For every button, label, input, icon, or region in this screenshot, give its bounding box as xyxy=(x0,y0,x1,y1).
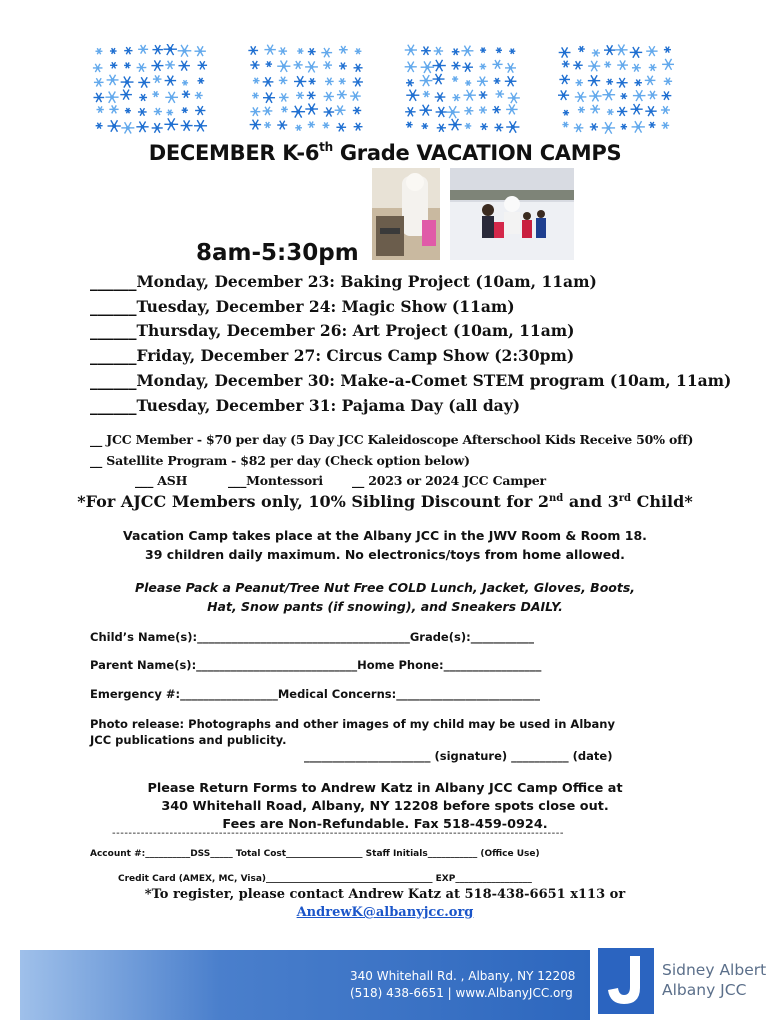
snowflake-icon xyxy=(437,124,446,132)
snowflake-icon xyxy=(105,91,118,102)
credit-card-line: Credit Card (AMEX, MC, Visa)_____________________________________ EXP_________________ xyxy=(118,874,532,884)
snowflake-icon xyxy=(178,45,192,57)
snowflake-icon xyxy=(279,93,289,101)
snowflake-icon xyxy=(465,123,472,129)
option-jcc-member: __ JCC Member - $70 per day (5 Day JCC Kaleidoscope Afterschool Kids Receive 50% off) xyxy=(90,432,694,447)
snowflake-icon xyxy=(124,63,131,69)
snowflake-icon xyxy=(479,91,487,98)
snowflake-icon xyxy=(645,76,656,85)
photo-snow-play xyxy=(450,168,574,260)
snowflake-icon xyxy=(266,61,272,67)
snowflake-icon xyxy=(452,48,460,55)
snowflake-icon xyxy=(464,107,473,115)
snowflake-icon xyxy=(152,91,159,97)
footer-address: 340 Whitehall Rd. , Albany, NY 12208 (518) 438-6651 | www.AlbanyJCC.org xyxy=(350,969,576,1000)
snowflake-icon xyxy=(492,106,500,113)
snowflake-icon xyxy=(354,64,363,72)
snowflake-icon xyxy=(198,61,208,69)
snowflake-icon xyxy=(97,106,104,112)
snowflake-icon xyxy=(562,61,570,68)
snowflake-icon xyxy=(110,62,117,68)
snowflake-icon xyxy=(325,78,334,86)
snowflake-icon xyxy=(152,123,163,133)
snowflake-icon xyxy=(263,92,275,102)
snowflake-icon xyxy=(195,106,205,115)
snowflake-icon xyxy=(664,78,672,85)
snowflake-icon xyxy=(305,61,318,72)
option-satellite: __ Satellite Program - $82 per day (Check option below) xyxy=(90,453,470,468)
day-item: ______Monday, December 23: Baking Project (10am, 11am) xyxy=(90,272,597,291)
snowflake-icon xyxy=(297,48,303,53)
snowflake-icon xyxy=(479,107,487,114)
day-item: ______Thursday, December 26: Art Project (10am, 11am) xyxy=(90,321,575,340)
snowflake-icon xyxy=(324,92,334,101)
snowflake-icon xyxy=(121,122,134,133)
snowflake-icon xyxy=(606,79,613,85)
snowflake-icon xyxy=(295,125,302,131)
snowflake-icon xyxy=(588,75,600,86)
snowflake-icon xyxy=(562,122,568,127)
snowflake-icon xyxy=(264,122,271,128)
snowflake-icon xyxy=(446,106,460,118)
snowflake-icon xyxy=(165,61,175,69)
snowflake-icon xyxy=(195,92,203,99)
snowflake-icon xyxy=(324,107,335,116)
snowflake-icon xyxy=(480,48,486,53)
photo-release-text-2: JCC publications and publicity. xyxy=(90,733,287,747)
snowflake-icon xyxy=(305,103,318,114)
snowflake-icon xyxy=(494,78,501,84)
snowflake-icon xyxy=(281,106,288,112)
snowflake-icon xyxy=(138,77,150,87)
snowflake-icon xyxy=(166,110,173,116)
snowflake-icon xyxy=(573,61,582,69)
snowflake-icon xyxy=(558,90,569,100)
snowflake-pattern-4 xyxy=(558,44,674,136)
snowflake-icon xyxy=(138,108,147,116)
snowflake-icon xyxy=(435,92,446,101)
snowflake-icon xyxy=(602,122,615,134)
snowflake-icon xyxy=(588,61,600,71)
snowflake-icon xyxy=(124,47,132,54)
snowflake-icon xyxy=(452,94,460,101)
snowflake-icon xyxy=(250,61,259,69)
snowflake-icon xyxy=(578,107,585,113)
snowflake-icon xyxy=(477,77,488,86)
snowflake-icon xyxy=(632,121,645,133)
snowflake-icon xyxy=(496,90,505,97)
snowflake-icon xyxy=(576,80,583,86)
snowflake-icon xyxy=(505,63,516,73)
snowflake-icon xyxy=(592,49,600,56)
snowflake-icon xyxy=(182,108,188,113)
snowflake-icon xyxy=(163,44,177,55)
snowflake-icon xyxy=(604,45,615,55)
snowflake-icon xyxy=(604,61,611,67)
snowflake-icon xyxy=(575,92,587,102)
snowflake-icon xyxy=(662,122,670,129)
snowflake-icon xyxy=(108,120,121,131)
snowflake-icon xyxy=(94,78,104,86)
snowflake-icon xyxy=(121,76,134,87)
snowflake-icon xyxy=(253,78,260,84)
snowflake-icon xyxy=(461,46,473,56)
snowflake-icon xyxy=(250,120,261,130)
snowflake-icon xyxy=(323,122,330,128)
day-item: ______Tuesday, December 31: Pajama Day (all day) xyxy=(90,396,521,415)
snowflake-icon xyxy=(165,76,176,86)
snowflake-icon xyxy=(630,47,642,58)
snowflake-icon xyxy=(252,93,259,99)
signature-field[interactable]: ______________________ (signature) __________ (date) xyxy=(304,749,613,763)
cut-line: -------------------------------------------------------------------------------------------------------------- xyxy=(112,828,564,839)
snowflake-icon xyxy=(509,49,515,54)
snowflake-icon xyxy=(480,123,488,130)
snowflake-icon xyxy=(335,106,346,115)
snowflake-icon xyxy=(492,60,502,69)
snowflake-icon xyxy=(96,123,103,129)
snowflake-icon xyxy=(308,48,316,55)
snowflake-icon xyxy=(339,78,346,84)
snowflake-icon xyxy=(589,91,601,102)
snowflake-icon xyxy=(645,106,656,116)
snowflake-icon xyxy=(661,106,670,114)
snowflake-icon xyxy=(294,61,303,69)
snowflake-icon xyxy=(405,45,417,56)
snowflake-icon xyxy=(465,80,471,85)
snowflake-icon xyxy=(480,64,487,70)
snowflake-icon xyxy=(354,123,363,131)
snowflake-icon xyxy=(494,124,503,132)
snowflake-icon xyxy=(496,48,502,53)
snowflake-icon xyxy=(508,93,520,103)
snowflake-icon xyxy=(353,78,363,87)
snowflake-icon xyxy=(649,122,656,128)
day-item: ______Tuesday, December 24: Magic Show (11am) xyxy=(90,297,515,316)
snowflake-icon xyxy=(423,91,430,97)
snowflake-icon xyxy=(632,64,641,72)
snowflake-icon xyxy=(350,92,361,101)
snowflake-icon xyxy=(309,78,316,84)
snowflake-icon xyxy=(339,46,348,54)
snowflake-icon xyxy=(139,94,147,101)
snowflake-icon xyxy=(602,89,615,100)
snowflake-icon xyxy=(433,74,445,84)
snowflake-icon xyxy=(178,61,189,71)
snowflake-icon xyxy=(336,123,346,131)
snowflake-icon xyxy=(420,105,432,116)
snowflake-icon xyxy=(120,90,132,100)
snowflake-icon xyxy=(405,62,417,73)
snowflake-icon xyxy=(621,124,627,130)
snowflake-icon xyxy=(154,108,162,115)
snowflake-icon xyxy=(559,47,571,57)
snowflake-icon xyxy=(194,46,205,56)
snowflake-icon xyxy=(277,60,290,71)
snowflake-icon xyxy=(291,106,305,118)
snowflake-icon xyxy=(563,110,569,115)
option-ash: ___ ASH xyxy=(135,473,188,488)
snowflake-icon xyxy=(631,104,643,115)
snowflake-icon xyxy=(339,63,347,70)
snowflake-icon xyxy=(664,47,671,53)
snowflake-icon xyxy=(421,123,428,129)
snowflake-icon xyxy=(263,77,274,86)
child-name-field[interactable]: Child’s Name(s):_____________________________________Grade(s):___________ xyxy=(90,630,534,644)
snowflake-icon xyxy=(634,79,641,85)
snowflake-icon xyxy=(620,93,627,99)
snowflake-icon xyxy=(321,48,332,57)
snowflake-icon xyxy=(451,62,460,70)
jcc-logo-icon xyxy=(598,948,654,1019)
snowflake-pattern-1 xyxy=(92,44,208,136)
snowflake-icon xyxy=(648,91,658,99)
snowflake-icon xyxy=(95,48,102,54)
snowflake-icon xyxy=(109,105,118,113)
snowflake-icon xyxy=(421,47,431,55)
snowflake-icon xyxy=(355,48,362,54)
emergency-field[interactable]: Emergency #:_________________Medical Concerns:_________________________ xyxy=(90,687,540,701)
parent-name-field[interactable]: Parent Name(s):____________________________Home Phone:_________________ xyxy=(90,658,542,672)
snowflake-icon xyxy=(248,46,258,54)
photo-baking-kids xyxy=(372,168,440,260)
photo-release-text: Photo release: Photographs and other images of my child may be used in Albany xyxy=(90,717,615,731)
location-info: Vacation Camp takes place at the Albany JCC in the JWV Room & Room 18. 39 children daily maximum. No electronics/toys from home allowed. xyxy=(123,528,647,562)
snowflake-icon xyxy=(194,120,207,131)
snowflake-icon xyxy=(506,121,519,132)
snowflake-icon xyxy=(182,80,188,85)
snowflake-icon xyxy=(294,76,306,87)
snowflake-icon xyxy=(574,124,584,132)
snowflake-icon xyxy=(93,64,103,72)
snowflake-icon xyxy=(279,77,288,84)
snowflake-icon xyxy=(448,119,461,131)
option-montessori: ___Montessori xyxy=(228,473,323,488)
snowflake-icon xyxy=(452,76,458,81)
snowflake-icon xyxy=(152,45,162,54)
snowflake-icon xyxy=(590,123,598,130)
snowflake-pattern-2 xyxy=(248,44,364,136)
snowflake-icon xyxy=(323,61,332,69)
snowflake-icon xyxy=(181,120,193,130)
snowflake-icon xyxy=(420,75,433,86)
packing-list: Please Pack a Peanut/Tree Nut Free COLD Lunch, Jacket, Gloves, Boots, Hat, Snow pants (if snowing), and Sneakers DAILY. xyxy=(134,580,636,614)
snowflake-icon xyxy=(662,59,674,70)
snowflake-icon xyxy=(165,92,178,103)
snowflake-icon xyxy=(308,121,315,127)
snowflake-icon xyxy=(337,90,347,99)
camp-hours: 8am-5:30pm xyxy=(196,240,359,266)
snowflake-icon xyxy=(464,90,476,101)
snowflake-icon xyxy=(250,107,260,116)
snowflake-pattern-3 xyxy=(404,44,520,136)
snowflake-icon xyxy=(353,107,361,114)
snowflake-icon xyxy=(433,60,446,71)
snowflake-icon xyxy=(164,118,178,130)
email-link[interactable]: AndrewK@albanyjcc.org xyxy=(296,905,474,920)
snowflake-icon xyxy=(405,107,415,116)
jcc-logo-text: Sidney Albert Albany JCC xyxy=(662,961,767,999)
snowflake-icon xyxy=(434,47,443,55)
snowflake-icon xyxy=(137,63,147,71)
snowflake-icon xyxy=(279,47,288,54)
snowflake-icon xyxy=(406,122,413,128)
snowflake-icon xyxy=(125,108,131,113)
snowflake-icon xyxy=(617,60,628,69)
snowflake-icon xyxy=(110,48,117,54)
snowflake-icon xyxy=(406,90,419,101)
snowflake-icon xyxy=(559,75,570,84)
snowflake-icon xyxy=(633,90,646,101)
day-item: ______Monday, December 30: Make-a-Comet STEM program (10am, 11am) xyxy=(90,371,732,390)
snowflake-icon xyxy=(506,104,517,114)
snowflake-icon xyxy=(138,45,148,54)
snowflake-icon xyxy=(136,121,148,132)
snowflake-icon xyxy=(182,91,190,98)
return-instructions: Please Return Forms to Andrew Katz in Albany JCC Camp Office at 340 Whitehall Road, Albany, NY 12208 before spots close out. Fees are Non-Refundable. Fax 518-459-0924. xyxy=(147,781,623,832)
snowflake-icon xyxy=(107,75,119,85)
snowflake-icon xyxy=(607,109,614,115)
snowflake-icon xyxy=(153,75,162,82)
register-contact: *To register, please contact Andrew Katz at 518-438-6651 x113 or AndrewK@albanyjcc.org xyxy=(144,887,626,920)
snowflake-icon xyxy=(421,61,434,73)
snowflake-icon xyxy=(578,46,585,52)
day-item: ______Friday, December 27: Circus Camp Show (2:30pm) xyxy=(90,346,575,365)
snowflake-icon xyxy=(307,92,316,100)
snowflake-icon xyxy=(263,107,273,115)
snowflake-icon xyxy=(296,92,304,99)
sibling-discount: *For AJCC Members only, 10% Sibling Discount for 2nd and 3rd Child* xyxy=(77,492,693,511)
option-jcc-camper: __ 2023 or 2024 JCC Camper xyxy=(352,473,546,488)
snowflake-icon xyxy=(151,60,163,70)
snowflake-icon xyxy=(617,107,627,116)
office-use-line: Account #:__________DSS_____ Total Cost_________________ Staff Initials___________ (Office Use) xyxy=(90,849,540,859)
snowflake-icon xyxy=(646,46,657,56)
snowflake-icon xyxy=(662,91,672,99)
snowflake-icon xyxy=(277,121,287,130)
snowflake-icon xyxy=(197,78,204,84)
snowflake-icon xyxy=(505,76,517,86)
snowflake-icon xyxy=(93,93,104,102)
snowflake-icon xyxy=(649,64,657,71)
snowflake-icon xyxy=(617,78,628,88)
snowflake-icon xyxy=(590,105,600,113)
snowflake-icon xyxy=(264,45,275,55)
snowflake-icon xyxy=(462,63,473,72)
snowflake-icon xyxy=(615,44,627,55)
snowflake-icon xyxy=(406,79,414,86)
snowflake-icon xyxy=(436,107,447,117)
page-title: DECEMBER K-6th Grade VACATION CAMPS xyxy=(148,140,622,165)
